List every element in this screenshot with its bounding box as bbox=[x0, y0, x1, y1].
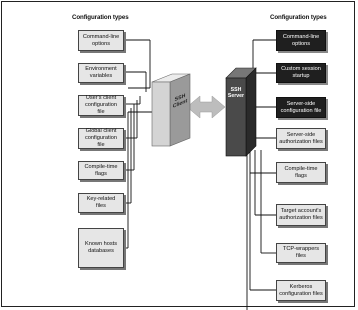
ssh-server-box bbox=[226, 68, 256, 156]
left-connectors bbox=[124, 40, 152, 248]
right-item-target-account-auth-files: Target account's authorization files bbox=[276, 204, 326, 226]
right-item-server-side-auth-files: Server-side authorization files bbox=[276, 128, 326, 149]
right-item-kerberos-config-files: Kerberos configuration files bbox=[276, 280, 326, 301]
left-item-key-related-files: Key-related files bbox=[78, 193, 124, 213]
right-item-compile-time-flags: Compile-time flags bbox=[276, 162, 326, 183]
left-header: Configuration types bbox=[72, 14, 129, 21]
left-item-users-client-config: User's client configuration file bbox=[78, 95, 124, 116]
right-item-server-side-config-file: Server-side configuration file bbox=[276, 97, 326, 118]
left-item-environment-variables: Environment variables bbox=[78, 63, 124, 83]
left-item-known-hosts-databases: Known hosts databases bbox=[78, 228, 124, 268]
ssh-client-label: SSH Client bbox=[172, 92, 188, 110]
right-item-command-line-options: Command-line options bbox=[276, 30, 326, 51]
ssh-server-label: SSH Server bbox=[227, 87, 245, 99]
right-item-tcp-wrappers-files: TCP-wrappers files bbox=[276, 243, 326, 263]
left-item-global-client-config: Global client configuration file bbox=[78, 128, 124, 149]
left-item-compile-time-flags: Compile-time flags bbox=[78, 161, 124, 180]
left-item-command-line-options: Command-line options bbox=[78, 30, 124, 51]
right-header: Configuration types bbox=[270, 14, 327, 21]
right-item-custom-session-startup: Custom session startup bbox=[276, 63, 326, 83]
double-arrow bbox=[187, 96, 225, 118]
